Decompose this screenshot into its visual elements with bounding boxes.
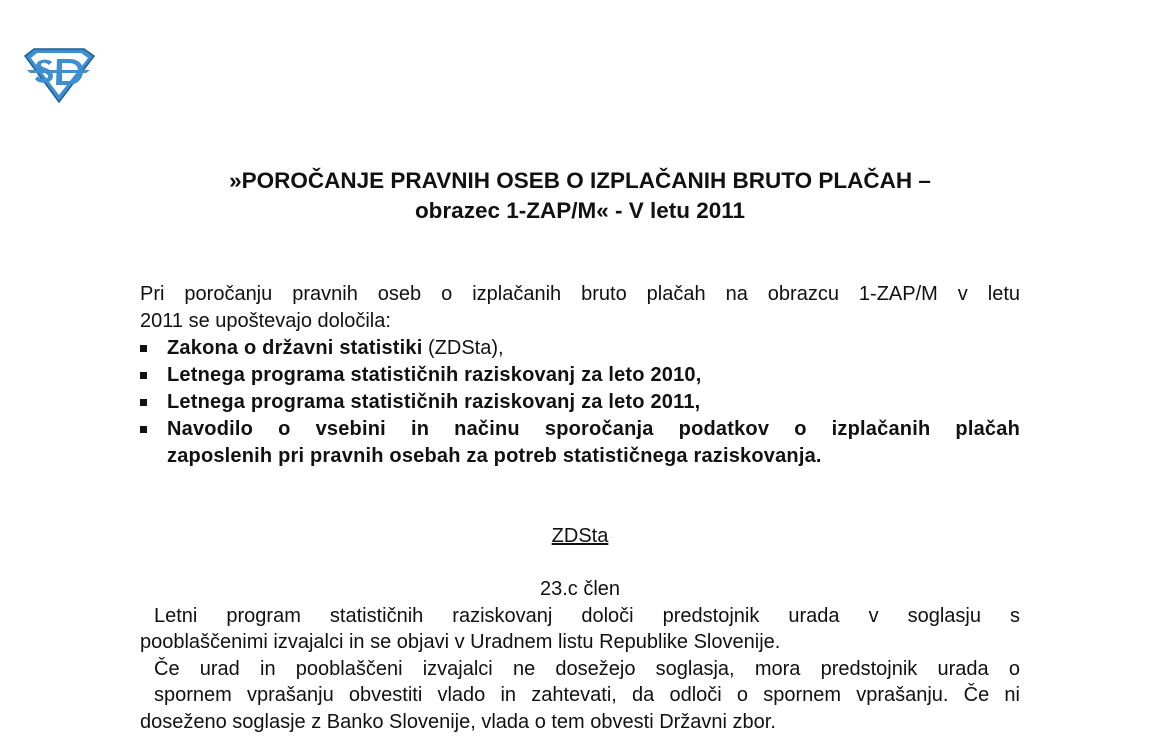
section-title xyxy=(140,523,1020,550)
sd-shield-logo-icon xyxy=(22,48,96,104)
section-title-text: ZDSta xyxy=(551,525,609,547)
article-heading: 23.c člen xyxy=(539,578,621,600)
paragraph-line: doseženo soglasje z Banko Slovenije, vlada o tem obvesti Državni zbor. xyxy=(140,710,776,733)
rule-bold-text-line-2: zaposlenih pri pravnih osebah za potreb statističnega raziskovanja. xyxy=(167,445,822,467)
rules-list xyxy=(140,335,1020,470)
rule-bold-text: Navodilo o vsebini in načinu sporočanja podatkov o izplačanih plačah xyxy=(167,418,1020,440)
article-paragraph-1 xyxy=(140,603,1020,656)
paragraph-line: Letni program statističnih raziskovanj določi predstojnik urada v soglasju s xyxy=(154,604,1020,627)
paragraph-line: pooblaščenimi izvajalci in se objavi v Uradnem listu Republike Slovenije. xyxy=(140,631,781,653)
list-item xyxy=(140,389,1020,416)
intro-paragraph xyxy=(140,281,1020,335)
rule-bold-text: Zakona o državni statistiki xyxy=(167,337,423,359)
list-item xyxy=(140,416,1020,470)
bullet-icon xyxy=(140,372,147,379)
intro-line-1: Pri poročanju pravnih oseb o izplačanih bruto plačah na obrazcu 1-ZAP/M v letu xyxy=(140,283,1020,305)
article-paragraph-2 xyxy=(140,656,1020,736)
bullet-icon xyxy=(140,345,147,352)
paragraph-line: spornem vprašanju obvestiti vlado in zahtevati, da odloči o spornem vprašanju. Če ni xyxy=(154,684,1020,706)
document-title xyxy=(140,166,1020,226)
bullet-icon xyxy=(140,399,147,406)
list-item xyxy=(140,362,1020,389)
rule-bold-text: Letnega programa statističnih raziskovanj za leto 2010, xyxy=(167,364,702,386)
list-item xyxy=(140,335,1020,362)
bullet-icon xyxy=(140,426,147,433)
article-section xyxy=(140,576,1020,735)
paragraph-line: Če urad in pooblaščeni izvajalci ne dosežejo soglasja, mora predstojnik urada o xyxy=(154,657,1020,680)
intro-line-2: 2011 se upoštevajo določila: xyxy=(140,310,391,332)
rule-normal-text: (ZDSta), xyxy=(422,337,504,359)
intro-section xyxy=(140,281,1020,470)
title-line-2: obrazec 1-ZAP/M« - V letu 2011 xyxy=(414,198,746,223)
rule-bold-text: Letnega programa statističnih raziskovanj za leto 2011, xyxy=(167,391,701,413)
title-line-1: »POROČANJE PRAVNIH OSEB O IZPLAČANIH BRUTO PLAČAH – xyxy=(229,168,931,193)
